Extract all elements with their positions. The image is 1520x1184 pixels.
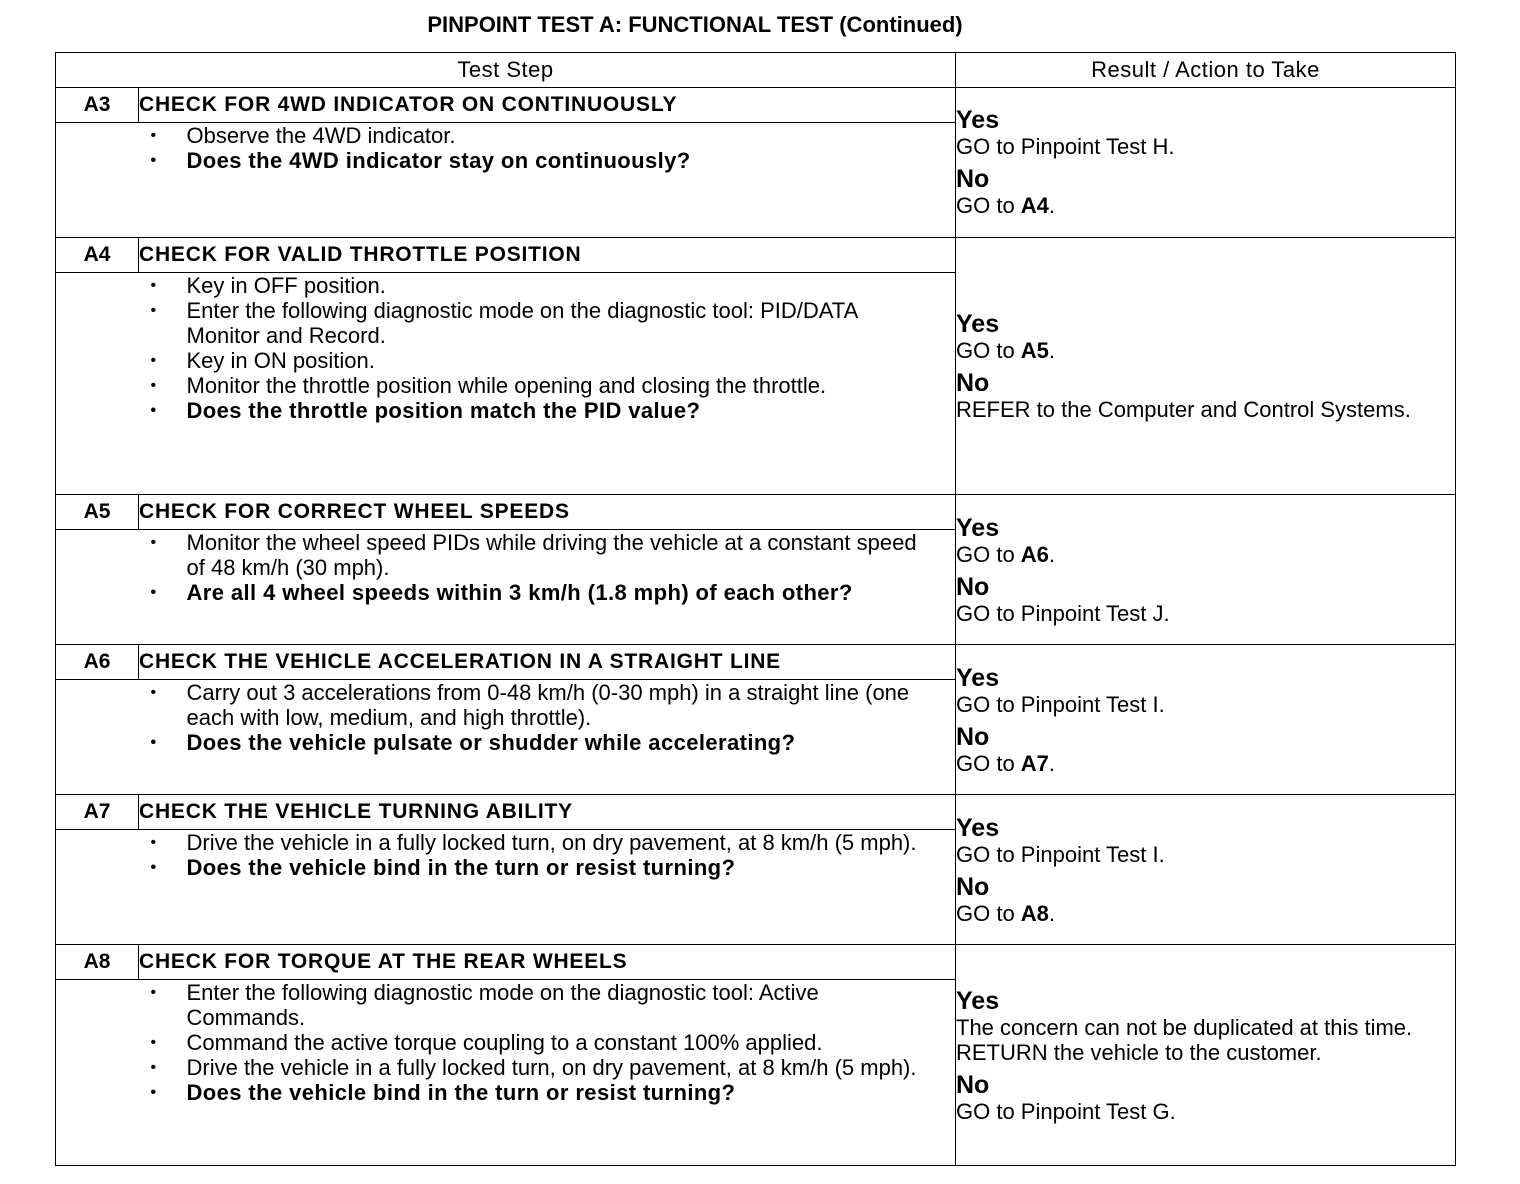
step-body-spacer	[56, 123, 139, 238]
no-action	[956, 751, 1455, 776]
result-cell	[956, 645, 1456, 795]
test-step-header: Test Step	[56, 53, 956, 88]
yes-label: Yes	[956, 310, 1000, 339]
step-item: • Enter the following diagnostic mode on the diagnostic tool: Active Commands.	[151, 980, 936, 1030]
yes-action-step-ref: A5	[1020, 338, 1049, 364]
yes-label: Yes	[956, 663, 1000, 692]
yes-label: Yes	[956, 513, 1000, 542]
step-title: CHECK THE VEHICLE ACCELERATION IN A STRAIGHT LINE	[139, 645, 956, 680]
step-item: • Drive the vehicle in a fully locked turn, on dry pavement, at 8 km/h (5 mph).	[151, 830, 936, 855]
step-item: • Key in OFF position.	[151, 273, 936, 298]
no-action-period: .	[1048, 900, 1056, 926]
table-body	[56, 88, 1456, 1166]
no-action-period: .	[1048, 193, 1056, 219]
step-title: CHECK FOR TORQUE AT THE REAR WHEELS	[139, 945, 956, 980]
step-list	[139, 680, 956, 755]
step-body	[139, 830, 956, 945]
step-body	[139, 980, 956, 1166]
yes-action	[956, 1015, 1455, 1065]
yes-action-step-ref: A6	[1020, 541, 1049, 567]
step-title: CHECK FOR VALID THROTTLE POSITION	[139, 237, 956, 272]
step-body	[139, 680, 956, 795]
step-item: • Drive the vehicle in a fully locked turn, on dry pavement, at 8 km/h (5 mph).	[151, 1055, 936, 1080]
no-action-text: REFER to the Computer and Control Systems.	[956, 397, 1411, 423]
no-action-text: GO to	[956, 750, 1021, 776]
step-item: • Observe the 4WD indicator.	[151, 123, 936, 148]
step-question: • Does the throttle position match the PID value?	[151, 398, 936, 423]
step-title: CHECK FOR 4WD INDICATOR ON CONTINUOUSLY	[139, 88, 956, 123]
no-action	[956, 901, 1455, 926]
step-body-spacer	[56, 830, 139, 945]
yes-action-period: .	[1048, 541, 1056, 567]
no-label: No	[956, 572, 990, 601]
step-body-spacer	[56, 680, 139, 795]
step-body-spacer	[56, 530, 139, 645]
no-label: No	[956, 165, 990, 194]
yes-action	[956, 842, 1455, 867]
no-action-step-ref: A8	[1020, 900, 1049, 926]
step-title-row	[56, 795, 1456, 830]
step-list	[139, 123, 956, 173]
step-id: A6	[56, 645, 139, 680]
yes-action	[956, 542, 1455, 567]
step-title-row	[56, 495, 1456, 530]
step-question: • Does the vehicle pulsate or shudder while accelerating?	[151, 730, 936, 755]
step-id: A5	[56, 495, 139, 530]
no-action-step-ref: A7	[1020, 750, 1049, 776]
yes-action-text: GO to Pinpoint Test H.	[956, 134, 1175, 160]
result-cell	[956, 945, 1456, 1166]
result-cell	[956, 795, 1456, 945]
step-title: CHECK THE VEHICLE TURNING ABILITY	[139, 795, 956, 830]
step-item: • Command the active torque coupling to a constant 100% applied.	[151, 1030, 936, 1055]
page-title: PINPOINT TEST A: FUNCTIONAL TEST (Continued)	[427, 12, 963, 37]
no-label: No	[956, 872, 990, 901]
yes-action-text: GO to	[956, 338, 1021, 364]
yes-action-text: The concern can not be duplicated at this time. RETURN the vehicle to the customer.	[956, 1014, 1413, 1065]
no-action	[956, 193, 1455, 218]
step-list	[139, 830, 956, 880]
no-action-text: GO to	[956, 900, 1021, 926]
step-question: • Does the vehicle bind in the turn or resist turning?	[151, 855, 936, 880]
no-action-text: GO to	[956, 193, 1021, 219]
step-body	[139, 123, 956, 238]
step-list	[139, 530, 956, 605]
result-cell	[956, 88, 1456, 238]
no-label: No	[956, 1070, 990, 1099]
yes-action-text: GO to Pinpoint Test I.	[956, 841, 1165, 867]
step-body	[139, 272, 956, 495]
result-header: Result / Action to Take	[956, 53, 1456, 88]
step-list	[139, 273, 956, 423]
no-action-text: GO to Pinpoint Test G.	[956, 1098, 1176, 1124]
step-item: • Key in ON position.	[151, 348, 936, 373]
no-action-step-ref: A4	[1020, 193, 1049, 219]
step-item: • Carry out 3 accelerations from 0-48 km/h (0-30 mph) in a straight line (one each with low, medium, and high throttle).	[151, 680, 936, 730]
step-body-spacer	[56, 272, 139, 495]
no-label: No	[956, 369, 990, 398]
no-action	[956, 1099, 1455, 1124]
yes-action-text: GO to Pinpoint Test I.	[956, 691, 1165, 717]
result-cell	[956, 495, 1456, 645]
yes-action	[956, 338, 1455, 363]
step-title-row	[56, 237, 1456, 272]
step-item: • Monitor the wheel speed PIDs while driving the vehicle at a constant speed of 48 km/h (30 mph).	[151, 530, 936, 580]
step-title-row	[56, 645, 1456, 680]
yes-label: Yes	[956, 106, 1000, 135]
step-item: • Enter the following diagnostic mode on the diagnostic tool: PID/DATA Monitor and Record.	[151, 298, 936, 348]
no-label: No	[956, 722, 990, 751]
table-header-row	[56, 53, 1456, 88]
step-question: • Does the 4WD indicator stay on continuously?	[151, 148, 936, 173]
test-table	[55, 52, 1456, 1166]
step-title-row	[56, 88, 1456, 123]
step-body	[139, 530, 956, 645]
step-id: A8	[56, 945, 139, 980]
step-question: • Does the vehicle bind in the turn or resist turning?	[151, 1080, 936, 1105]
no-action-period: .	[1048, 750, 1056, 776]
yes-label: Yes	[956, 986, 1000, 1015]
no-action	[956, 397, 1455, 422]
yes-action-period: .	[1048, 338, 1056, 364]
no-action-text: GO to Pinpoint Test J.	[956, 600, 1170, 626]
yes-action-text: GO to	[956, 541, 1021, 567]
step-id: A7	[56, 795, 139, 830]
result-cell	[956, 237, 1456, 495]
yes-action	[956, 134, 1455, 159]
step-title-row	[56, 945, 1456, 980]
step-question: • Are all 4 wheel speeds within 3 km/h (1.8 mph) of each other?	[151, 580, 936, 605]
step-item: • Monitor the throttle position while opening and closing the throttle.	[151, 373, 936, 398]
step-id: A4	[56, 237, 139, 272]
yes-label: Yes	[956, 813, 1000, 842]
yes-action	[956, 692, 1455, 717]
step-id: A3	[56, 88, 139, 123]
step-title: CHECK FOR CORRECT WHEEL SPEEDS	[139, 495, 956, 530]
step-body-spacer	[56, 980, 139, 1166]
step-list	[139, 980, 956, 1105]
no-action	[956, 601, 1455, 626]
